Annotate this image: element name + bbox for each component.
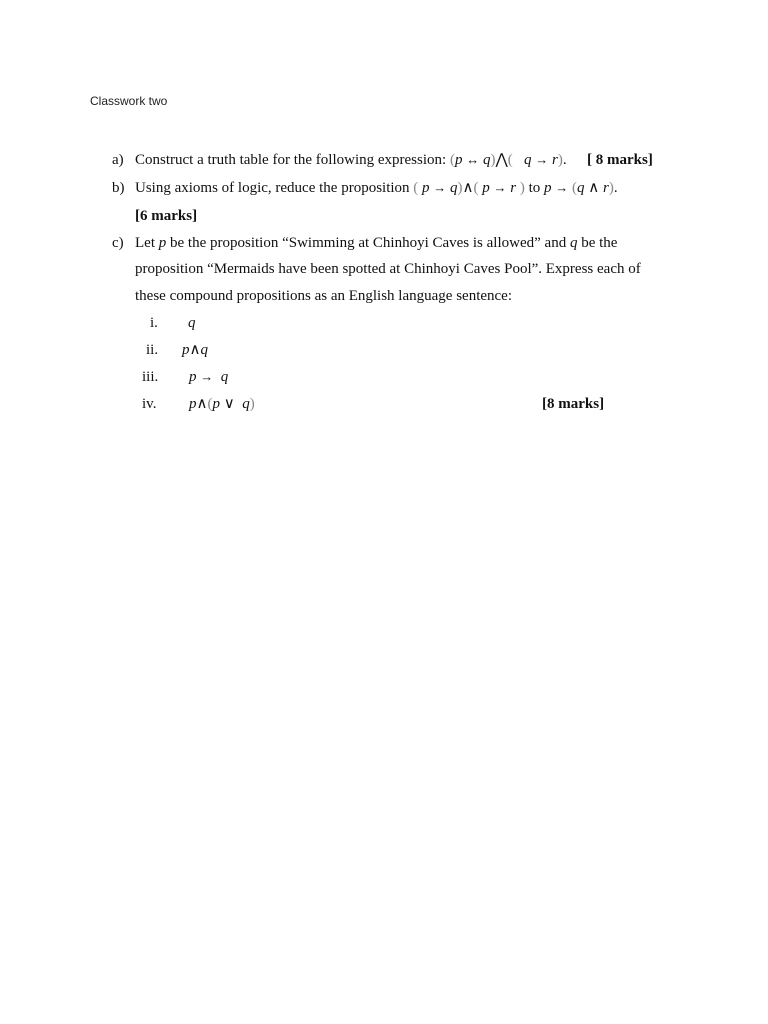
question-c-line2: proposition “Mermaids have been spotted at Chinhoyi Caves Pool”. Express each of xyxy=(135,261,641,277)
var-p: p xyxy=(158,235,167,251)
paren: ( xyxy=(413,180,419,196)
paren: ( xyxy=(473,180,479,196)
var-q: q xyxy=(200,342,208,358)
var-q: q xyxy=(220,369,229,385)
question-a-prompt: Construct a truth table for the following expression: xyxy=(135,152,447,168)
paren: ( xyxy=(207,396,213,412)
and-symbol: ∧ xyxy=(588,180,600,196)
var-q: q xyxy=(482,152,491,168)
question-b-marks: [6 marks] xyxy=(135,208,198,224)
paren: ( xyxy=(507,152,513,168)
biconditional-symbol: ↔ xyxy=(466,152,480,167)
var-p: p xyxy=(454,152,463,168)
implies-symbol: → xyxy=(200,369,214,384)
question-a-marks: [ 8 marks] xyxy=(587,152,653,168)
text-segment: be the xyxy=(581,235,618,251)
text-segment: be the proposition “Swimming at Chinhoyi Caves is allowed” and xyxy=(170,235,567,251)
subitem-iv-label: iv. xyxy=(142,396,157,412)
question-c-marks: [8 marks] xyxy=(542,396,605,412)
var-r: r xyxy=(603,180,609,196)
period: . xyxy=(613,180,618,196)
subitem-i-label: i. xyxy=(150,315,158,331)
var-q: q xyxy=(450,180,458,196)
paren: ( xyxy=(449,152,455,168)
question-c-line3: these compound propositions as an English language sentence: xyxy=(135,288,512,304)
paren: ) xyxy=(557,152,563,168)
subitem-ii-label: ii. xyxy=(146,342,159,358)
var-p: p xyxy=(482,180,490,196)
and-symbol: ∧ xyxy=(196,396,208,412)
paren: ) xyxy=(519,180,525,196)
var-q: q xyxy=(242,396,250,412)
question-c-label: c) xyxy=(112,235,124,251)
or-symbol: ∨ xyxy=(223,396,235,412)
text-let: Let xyxy=(135,235,155,251)
question-c-line1 xyxy=(135,234,617,252)
var-p: p xyxy=(189,396,197,412)
implies-symbol: → xyxy=(493,180,507,195)
paren: ) xyxy=(249,396,255,412)
var-p: p xyxy=(422,180,430,196)
var-p: p xyxy=(189,369,197,385)
paren: ) xyxy=(490,152,496,168)
var-r: r xyxy=(510,180,517,196)
implies-symbol: → xyxy=(555,180,569,195)
paren: ) xyxy=(457,180,463,196)
subitem-iii-expr xyxy=(189,368,228,386)
var-r: r xyxy=(552,152,558,168)
var-q: q xyxy=(577,180,585,196)
question-b-prompt: Using axioms of logic, reduce the proposition xyxy=(135,180,410,196)
var-p: p xyxy=(544,180,552,196)
subitem-ii-expr xyxy=(182,341,208,359)
question-b-text xyxy=(135,179,618,197)
paren: ( xyxy=(572,180,578,196)
subitem-iv-expr xyxy=(189,395,255,413)
var-q: q xyxy=(569,235,578,251)
var-q: q xyxy=(524,152,532,168)
document-title: Classwork two xyxy=(90,94,168,108)
and-symbol: ∧ xyxy=(189,342,201,358)
question-a-text xyxy=(135,151,567,169)
var-p: p xyxy=(212,396,220,412)
and-symbol: ∧ xyxy=(462,180,474,196)
implies-symbol: → xyxy=(433,180,447,195)
implies-symbol: → xyxy=(535,152,549,167)
question-b-label: b) xyxy=(112,180,125,196)
question-a-label: a) xyxy=(112,152,124,168)
subitem-i-expr: q xyxy=(188,315,196,331)
paren: ) xyxy=(608,180,614,196)
var-p: p xyxy=(182,342,190,358)
period: . xyxy=(562,152,567,168)
subitem-iii-label: iii. xyxy=(142,369,159,385)
and-symbol: ⋀ xyxy=(495,152,508,168)
to-word: to xyxy=(528,180,541,196)
